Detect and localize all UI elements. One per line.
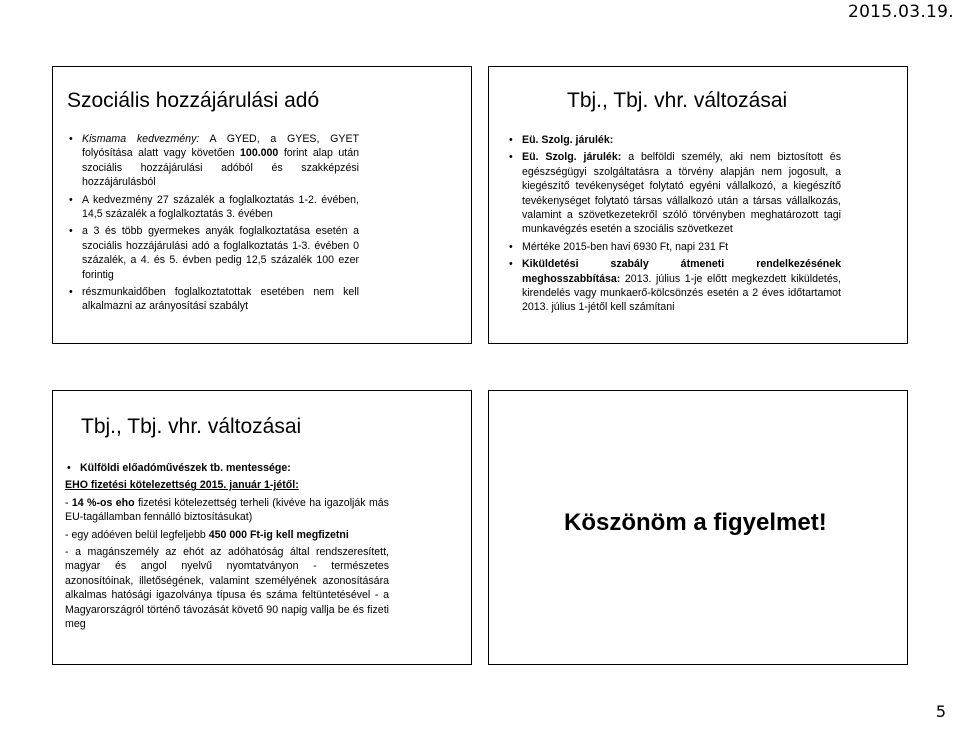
bullet-text: Mértéke 2015-ben havi 6930 Ft, napi 231 Ft <box>522 240 729 253</box>
bullet-item <box>507 257 841 315</box>
dash-text: - a magánszemély az ehót az adóhatóság által rendszeresített, magyar és angol nyelvű nyomtatványon - természetes azonosítóinak, illetőségének, valamint személyének azonosítására alkalmas hatósági igazolványa típusa és száma feltüntetésével - a Magyarországról történő távozását követő 90 napig vallja be és fizeti meg <box>65 546 389 631</box>
slide-thank-you <box>488 390 908 665</box>
kismama-label: Kismama kedvezmény: <box>82 133 200 145</box>
bullet-item <box>67 224 359 282</box>
slide-body <box>67 132 359 317</box>
thank-you-text: Köszönöm a figyelmet! <box>564 509 827 536</box>
bullet-icon: • <box>69 225 73 238</box>
bullet-icon: • <box>67 462 71 474</box>
bullet-text: A kedvezmény 27 százalék a foglalkoztatás 1-2. évében, 14,5 százalék a foglalkoztatás 3. évében <box>82 193 359 221</box>
dash-item <box>65 496 389 525</box>
slide-title: Szociális hozzájárulási adó <box>67 89 320 112</box>
bullet-heading: Külföldi előadóművészek tb. mentessége: <box>80 462 291 474</box>
bullet-item <box>67 132 359 190</box>
slide-social-contribution-tax <box>52 66 472 344</box>
dash-item <box>65 528 389 542</box>
bullet-item <box>65 461 389 475</box>
page-date: 2015.03.19. <box>847 2 954 22</box>
dash-prefix: - egy adóéven belül legfeljebb <box>65 528 209 541</box>
subheading-text: EHO fizetési kötelezettség 2015. január 1-jétől: <box>65 479 299 492</box>
bullet-heading: Eü. Szolg. járulék: <box>522 134 614 146</box>
slide-body <box>507 133 841 318</box>
bullet-item <box>67 193 359 222</box>
bullet-item <box>507 240 841 254</box>
bullet-icon: • <box>509 240 513 253</box>
bullet-text: 2013. július 1-je előtt megkezdett kiküldetés, kirendelés vagy munkaerő-kölcsönzés esetén a 2 éves időtartamot 2013. július 1-jétől kell számítani <box>522 272 841 314</box>
slide-body <box>65 461 389 634</box>
bullet-heading: Kiküldetési szabály átmeneti rendelkezésének meghosszabbítása: <box>522 258 841 285</box>
slide-title: Tbj., Tbj. vhr. változásai <box>567 89 788 112</box>
bold-amount: 100.000 <box>240 147 279 160</box>
bullet-item <box>67 285 359 314</box>
bullet-text: A GYED, a GYES, GYET folyósítása alatt vagy követően <box>82 133 359 160</box>
dash-prefix: - <box>65 496 72 509</box>
bullet-icon: • <box>509 151 513 164</box>
bold-limit: 450 000 Ft-ig kell megfizetni <box>208 528 349 541</box>
slide-title: Tbj., Tbj. vhr. változásai <box>81 415 302 438</box>
bullet-text: a belföldi személy, aki nem biztosított és egészségügyi szolgáltatásra a törvény alapján nem jogosult, a kiegészítő tevékenységet folytató egyéni vállalkozó, a kiegészítő tevékenységet folytató társas vállalkozó után a társas vállalkozás, valamint a szövetkezetekről szóló törvényben meghatározott tagi munkavégzés esetén a szociális szövetkezet <box>522 151 841 236</box>
bullet-icon: • <box>69 133 73 145</box>
bullet-item <box>507 150 841 236</box>
bullet-text: a 3 és több gyermekes anyák foglalkoztatása esetén a szociális hozzájárulási adó a foglalkoztatás 1-3. évében 0 százalék, a 4. és 5. évben pedig 12,5 százalék 100 ezer forintig <box>82 225 359 281</box>
bullet-text: részmunkaidőben foglalkoztatottak esetében nem kell alkalmazni az arányosítási szabályt <box>82 286 359 313</box>
page-number: 5 <box>935 702 946 721</box>
dash-item <box>65 545 389 631</box>
dash-text: fizetési kötelezettség terheli (kivéve ha igazolják más EU-tagállamban fennálló biztosításukat) <box>65 496 389 524</box>
bold-rate: 14 %-os eho <box>71 496 135 509</box>
bullet-icon: • <box>509 258 513 271</box>
bullet-icon: • <box>69 286 73 299</box>
slide-tbj-changes-2 <box>52 390 472 665</box>
bullet-heading: Eü. Szolg. járulék: <box>522 151 622 164</box>
bullet-item <box>507 133 841 147</box>
bullet-text: forint alap után szociális hozzájárulási adóból és szakképzési hozzájárulásból <box>82 147 360 189</box>
bullet-icon: • <box>69 193 73 206</box>
slide-tbj-changes-1 <box>488 66 908 344</box>
subheading <box>65 478 389 492</box>
bullet-icon: • <box>509 134 513 146</box>
